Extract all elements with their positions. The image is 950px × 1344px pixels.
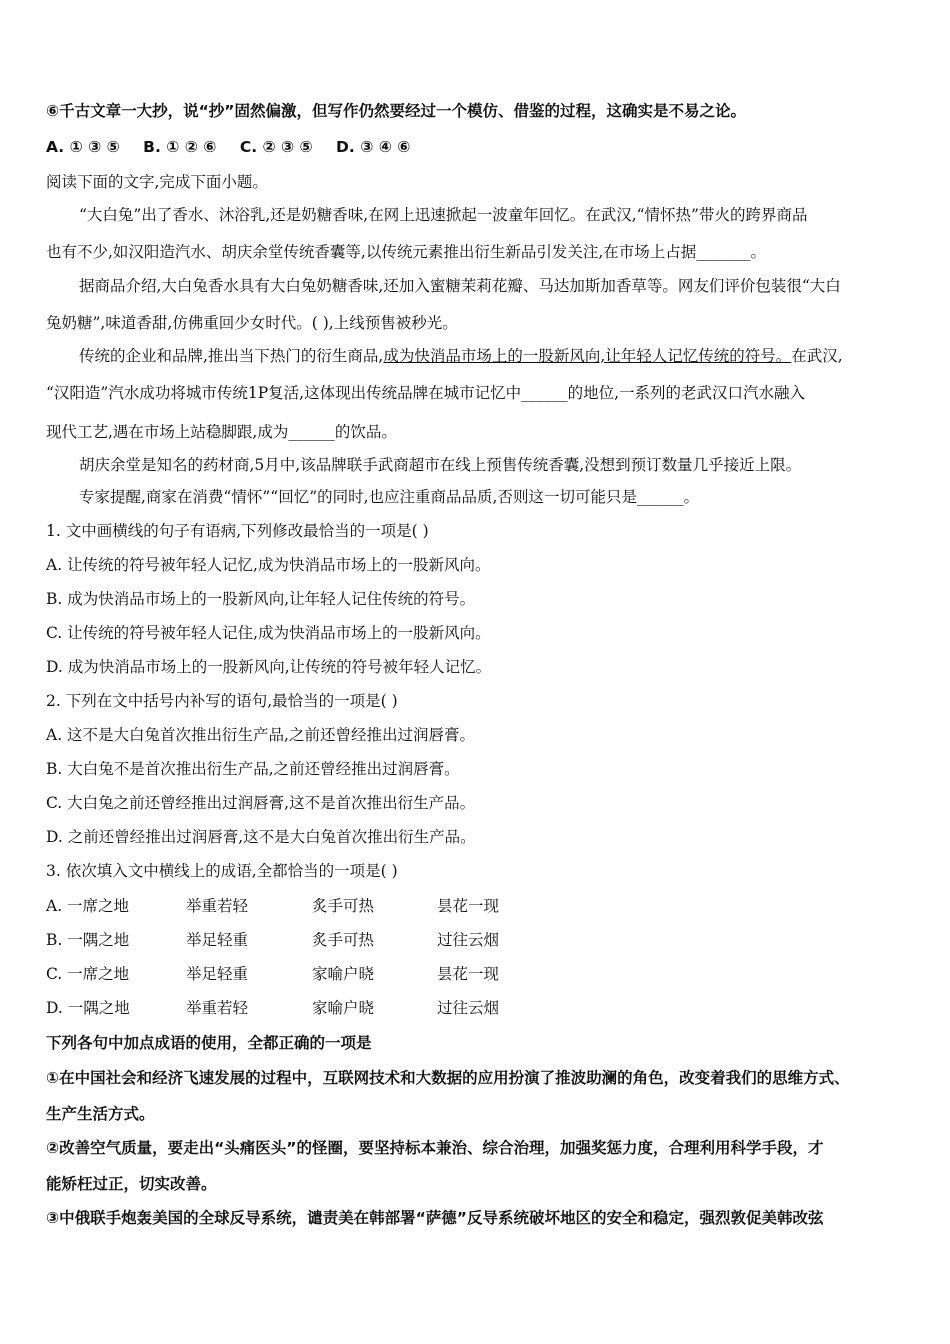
q1-option-a: A. 让传统的符号被年轻人记忆,成为快消品市场上的一股新风向。 [46, 556, 491, 574]
q4-sentence3-line1: ③中俄联手炮轰美国的全球反导系统，谴责美在韩部署“萨德”反导系统破坏地区的安全和稳定，强烈敦促美韩改弦 [46, 1209, 824, 1227]
q3-a-term3: 炙手可热 [312, 897, 375, 915]
q3-c-term4: 昙花一现 [437, 965, 500, 983]
q3-d-term1: D. 一隅之地 [46, 999, 130, 1017]
option-d: D. ③ ④ ⑥ [336, 138, 411, 156]
q4-sentence1-line2: 生产生活方式。 [46, 1105, 155, 1123]
q3-b-term3: 炙手可热 [312, 931, 375, 949]
passage-p2-line1: 据商品介绍,大白兔香水具有大白兔奶糖香味,还加入蜜糖茉莉花瓣、马达加斯加香草等。网友们评价包装很“大白 [79, 277, 841, 295]
option-a: A. ① ③ ⑤ [46, 138, 120, 156]
q3-b-term1: B. 一隅之地 [46, 931, 130, 949]
q1-stem: 1. 文中画横线的句子有语病,下列修改最恰当的一项是( ) [46, 522, 429, 540]
q2-stem: 2. 下列在文中括号内补写的语句,最恰当的一项是( ) [46, 692, 398, 710]
q2-option-d: D. 之前还曾经推出过润唇膏,这不是大白兔首次推出衍生产品。 [46, 828, 476, 846]
q3-option-d [46, 998, 499, 1018]
q3-d-term4: 过往云烟 [437, 999, 500, 1017]
q4-sentence2-line2: 能矫枉过正，切实改善。 [46, 1175, 217, 1193]
q1-option-d: D. 成为快消品市场上的一股新风向,让传统的符号被年轻人记忆。 [46, 658, 492, 676]
answer-options [46, 137, 428, 157]
option-c: C. ② ③ ⑤ [239, 138, 313, 156]
passage-p3-line3: 现代工艺,遇在市场上站稳脚跟,成为______的饮品。 [46, 423, 397, 441]
q4-sentence1-line1: ①在中国社会和经济飞速发展的过程中，互联网技术和大数据的应用扮演了推波助澜的角色，改变着我们的思维方式、 [46, 1069, 850, 1087]
q3-option-a [46, 896, 499, 916]
q3-b-term4: 过往云烟 [437, 931, 500, 949]
passage-p1-line2: 也有不少,如汉阳造汽水、胡庆余堂传统香囊等,以传统元素推出衍生新品引发关注,在市场上占据_______。 [46, 243, 767, 261]
q3-b-term2: 举足轻重 [186, 931, 249, 949]
q3-option-c [46, 964, 499, 984]
q3-d-term2: 举重若轻 [186, 999, 249, 1017]
q4-sentence2-line1: ②改善空气质量，要走出“头痛医头”的怪圈，要坚持标本兼治、综合治理，加强奖惩力度，合理利用科学手段，才 [46, 1139, 824, 1157]
q2-option-a: A. 这不是大白兔首次推出衍生产品,之前还曾经推出过润唇膏。 [46, 726, 475, 744]
q1-option-c: C. 让传统的符号被年轻人记住,成为快消品市场上的一股新风向。 [46, 624, 491, 642]
q3-d-term3: 家喻户晓 [312, 999, 375, 1017]
q3-a-term2: 举重若轻 [186, 897, 249, 915]
passage-p3-line2: “汉阳造”汽水成功将城市传统1P复活,这体现出传统品牌在城市记忆中______的地位,一系列的老武汉口汽水融入 [46, 384, 805, 402]
q3-a-term1: A. 一席之地 [46, 897, 130, 915]
passage-p2-line2: 兔奶糖”,味道香甜,仿佛重回少女时代。( ),上线预售被秒光。 [46, 314, 458, 332]
q3-c-term3: 家喻户晓 [312, 965, 375, 983]
q3-c-term2: 举足轻重 [186, 965, 249, 983]
underlined-sentence: 成为快消品市场上的一股新风向,让年轻人记忆传统的符号。 [383, 347, 792, 365]
q4-stem: 下列各句中加点成语的使用，全都正确的一项是 [46, 1034, 372, 1052]
q3-a-term4: 昙花一现 [437, 897, 500, 915]
p3-post: 在武汉, [791, 347, 843, 365]
item-6: ⑥千古文章一大抄，说“抄”固然偏激，但写作仍然要经过一个模仿、借鉴的过程，这确实是不易之论。 [46, 102, 747, 120]
q2-option-c: C. 大白兔之前还曾经推出过润唇膏,这不是首次推出衍生产品。 [46, 794, 476, 812]
q3-stem: 3. 依次填入文中横线上的成语,全都恰当的一项是( ) [46, 862, 398, 880]
q3-c-term1: C. 一席之地 [46, 965, 130, 983]
passage-p3-line1 [79, 346, 843, 366]
p3-pre: 传统的企业和品牌,推出当下热门的衍生商品, [79, 347, 384, 365]
passage-p1-line1: “大白兔”出了香水、沐浴乳,还是奶糖香味,在网上迅速掀起一波童年回忆。在武汉,“情怀热”带火的跨界商品 [79, 206, 808, 224]
q3-option-b [46, 930, 499, 950]
option-b: B. ① ② ⑥ [143, 138, 217, 156]
passage-p4: 胡庆余堂是知名的药材商,5月中,该品牌联手武商超市在线上预售传统香囊,没想到预订数量几乎接近上限。 [79, 456, 802, 474]
reading-instruction: 阅读下面的文字,完成下面小题。 [46, 173, 268, 191]
q1-option-b: B. 成为快消品市场上的一股新风向,让年轻人记住传统的符号。 [46, 590, 476, 608]
passage-p5: 专家提醒,商家在消费“情怀”“回忆”的同时,也应注重商品品质,否则这一切可能只是______。 [79, 488, 699, 506]
q2-option-b: B. 大白兔不是首次推出衍生产品,之前还曾经推出过润唇膏。 [46, 760, 460, 778]
